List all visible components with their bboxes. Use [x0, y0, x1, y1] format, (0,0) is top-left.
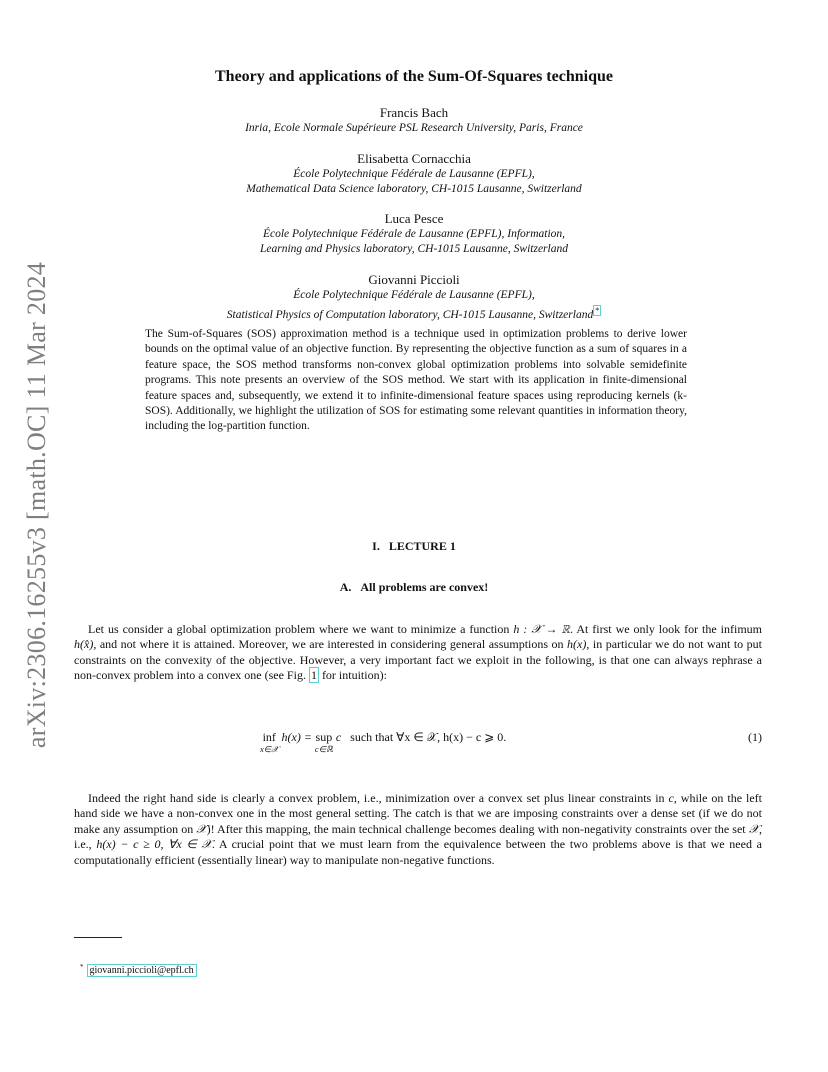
inf-operator [260, 730, 279, 754]
author-affiliation-text: Statistical Physics of Computation laboratory, CH-1015 Lausanne, Switzerland [226, 308, 594, 321]
sup-operator [315, 730, 333, 754]
equation-variable: c [335, 730, 342, 744]
author-name: Luca Pesce [384, 211, 444, 226]
math-inline: h(x) [567, 637, 587, 652]
text-run: , while on the left hand side we have a non-convex one in the most general setting. The catch is that we are imposing constraints over a dense set (if we do not make any assumption on [74, 791, 763, 836]
equation-lhs: h(x) = [281, 730, 312, 744]
equation-body [260, 730, 506, 754]
text-run: . At first we only look for the infimum [570, 622, 763, 636]
paper-title: Theory and applications of the Sum-Of-Squares technique [215, 68, 613, 85]
author-block-1 [0, 104, 828, 136]
arxiv-stamp [20, 260, 54, 750]
author-affiliation: Learning and Physics laboratory, CH-1015 Lausanne, Switzerland [260, 243, 568, 255]
author-name: Giovanni Piccioli [368, 272, 460, 287]
sup-text: sup [315, 730, 333, 744]
subsection-number: A. [339, 580, 352, 594]
footnote [80, 963, 197, 976]
footnote-divider [74, 937, 122, 938]
text-run: , i.e., [74, 821, 763, 852]
author-name: Francis Bach [379, 105, 449, 120]
author-affiliation: École Polytechnique Fédérale de Lausanne (EPFL), [293, 289, 535, 301]
text-run: . A crucial point that we must learn from the equivalence between the two problems above is that we need a computationally efficient (essentially linear) way to manipulate non-negative functions. [74, 837, 762, 867]
author-name: Elisabetta Cornacchia [357, 151, 471, 166]
paragraph-1 [74, 622, 762, 684]
sup-subscript: c∈ℝ [314, 744, 333, 754]
arxiv-stamp-text: arXiv:2306.16255v3 [math.OC] 11 Mar 2024 [22, 261, 51, 749]
inf-text: inf [262, 730, 276, 744]
text-run: Indeed the right hand side is clearly a convex problem, i.e., minimization over a convex set plus linear constraints in [88, 791, 669, 805]
author-affiliation [0, 303, 828, 323]
inf-subscript: x∈𝒳 [260, 744, 279, 754]
math-inline: c [668, 791, 674, 805]
math-inline: h(x̂) [74, 637, 94, 652]
section-title: LECTURE 1 [388, 539, 456, 553]
math-inline: h : 𝒳 → ℝ [513, 622, 571, 636]
math-inline: h(x) − c ≥ 0, ∀x ∈ 𝒳 [96, 837, 212, 852]
equation-1 [74, 728, 762, 758]
footnote-mark: * [80, 963, 84, 971]
author-affiliation: École Polytechnique Fédérale de Lausanne (EPFL), Information, [262, 228, 566, 240]
text-run: , and not where it is attained. Moreover, we are interested in considering general assumptions on [93, 637, 568, 652]
email-link[interactable]: giovanni.piccioli@epfl.ch [87, 964, 197, 977]
paragraph-2 [74, 791, 762, 868]
figure-reference-link[interactable]: 1 [310, 668, 317, 683]
author-affiliation: Mathematical Data Science laboratory, CH-1015 Lausanne, Switzerland [246, 183, 582, 195]
equation-rhs: such that ∀x ∈ 𝒳, h(x) − c ⩾ 0. [350, 730, 507, 744]
text-run: for intuition): [318, 668, 387, 683]
text-run: )! After this mapping, the main technical challenge becomes dealing with non-negativity constraints over the set [206, 821, 749, 836]
text-run: Let us consider a global optimization problem where we want to minimize a function [88, 622, 514, 636]
abstract: The Sum-of-Squares (SOS) approximation method is a technique used in optimization problems to derive lower bounds on the optimal value of an objective function. By representing the objective function as a sum of squares in a feature space, the SOS method transforms non-convex global optimization problems into solvable semidefinite programs. This note presents an overview of the SOS method. We start with its application in finite-dimensional feature spaces and, subsequently, we extend it to infinite-dimensional feature spaces using reproducing kernels (k-SOS). Additionally, we highlight the utilization of SOS for estimating some relevant quantities in information theory, including the log-partition function. [145, 328, 687, 433]
subsection-heading [0, 580, 828, 595]
math-inline: 𝒳 [748, 821, 760, 836]
author-affiliation: École Polytechnique Fédérale de Lausanne (EPFL), [293, 168, 535, 180]
equation-number: (1) [748, 730, 762, 744]
footnote-link[interactable]: * [595, 306, 600, 315]
author-block-4 [0, 271, 828, 323]
author-block-3 [0, 210, 828, 257]
section-number: I. [372, 539, 380, 553]
text-run: , in particular we do not want to put constraints on the convexity of the objective. However, a very important fact we exploit in the following, is that one can always rephrase a non-convex problem into a convex one (see Fig. [74, 637, 762, 683]
section-heading [0, 539, 828, 554]
author-affiliation: Inria, Ecole Normale Supérieure PSL Research University, Paris, France [245, 122, 583, 134]
math-inline: 𝒳 [196, 821, 207, 836]
subsection-title: All problems are convex! [360, 580, 489, 594]
author-block-2 [0, 150, 828, 197]
